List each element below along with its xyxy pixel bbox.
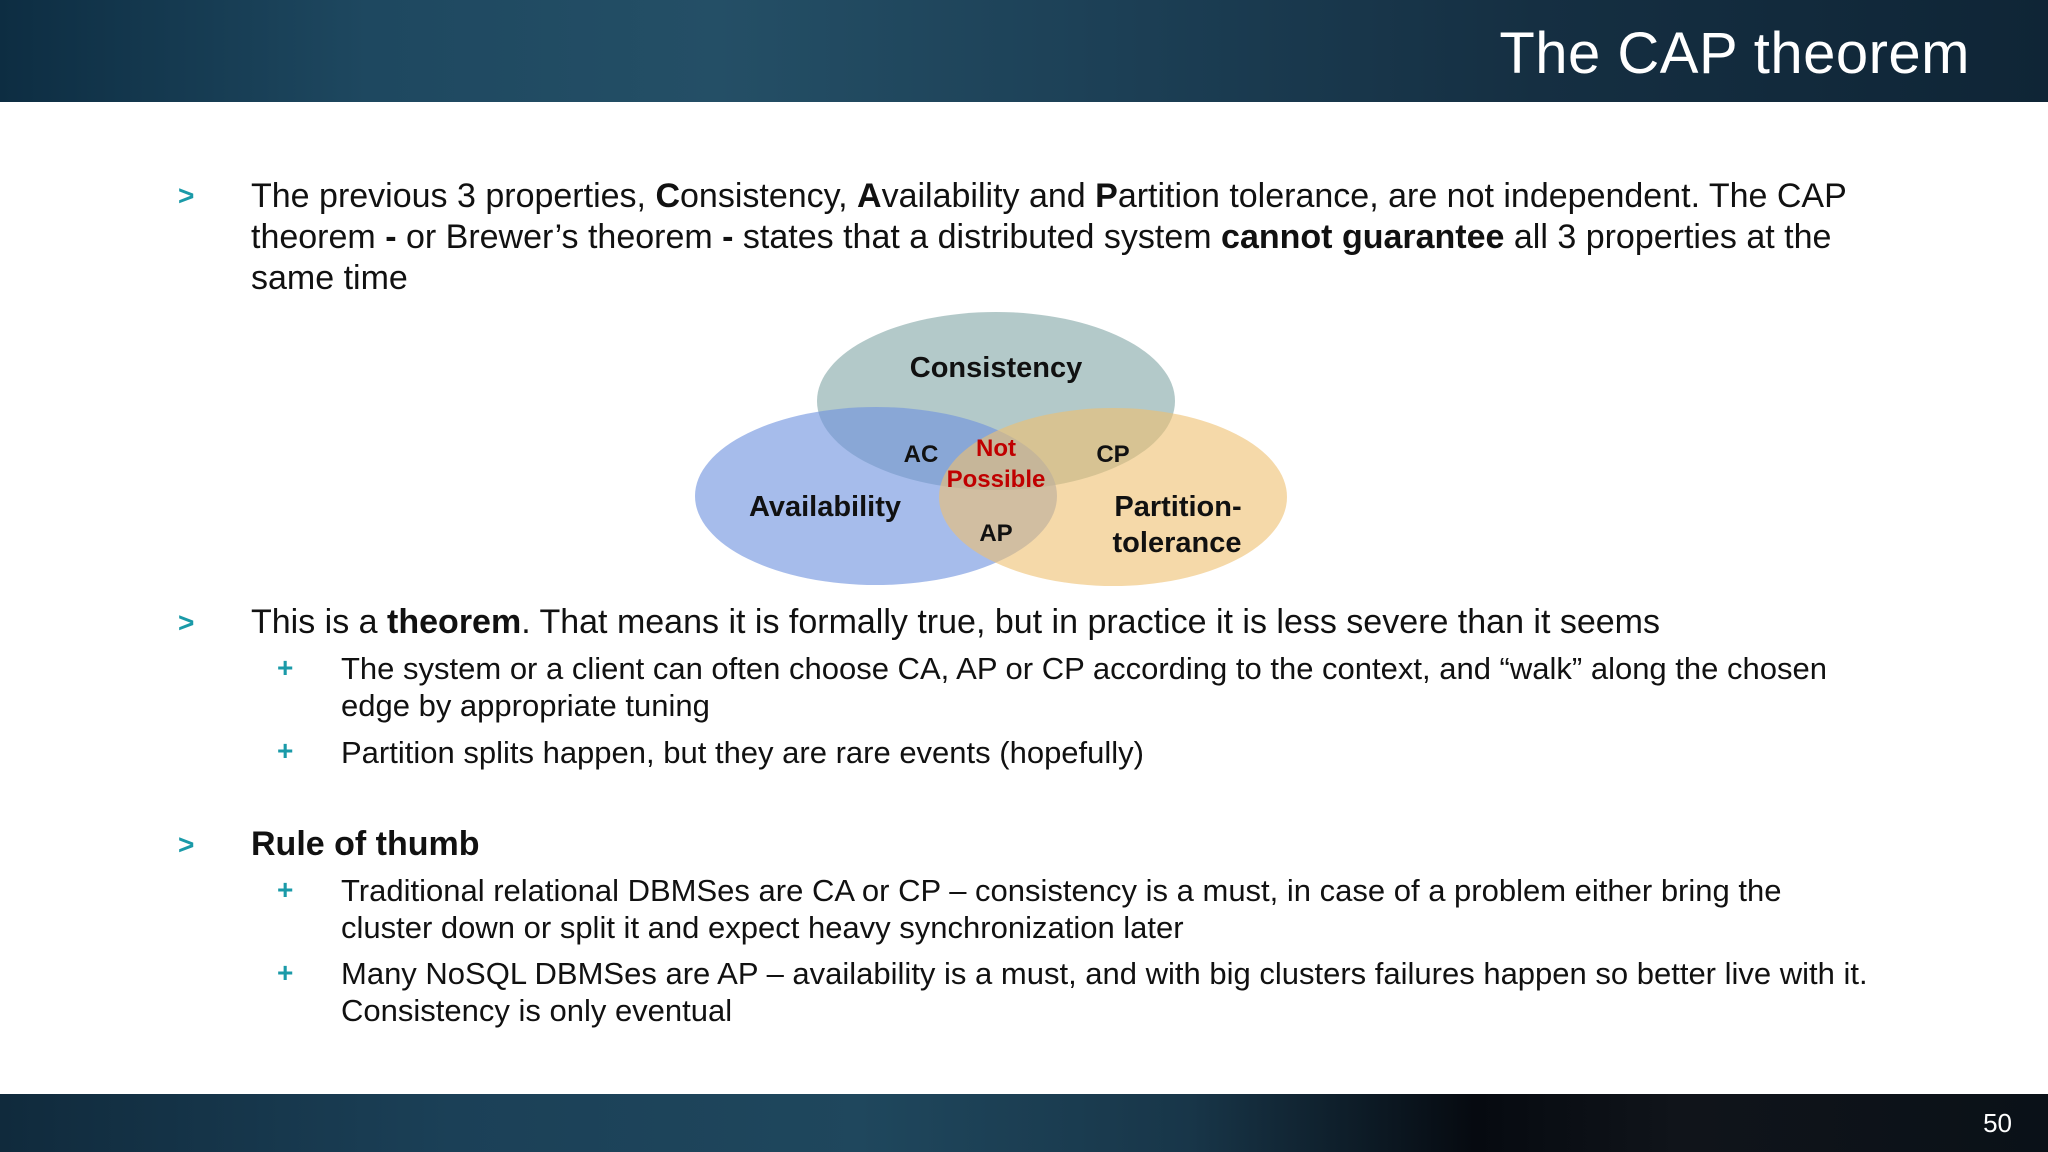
partition-label-line2: tolerance: [1112, 527, 1242, 559]
sub-bullet-nosql-dbms: Many NoSQL DBMSes are AP – availability is a must, and with big clusters failures happen so better live with it. Consistency is only eventual: [341, 956, 1868, 1028]
partition-label-line1: Partition-: [1114, 491, 1242, 523]
text-span: vailability and: [881, 177, 1096, 215]
sub-bullet-choose-tradeoff: The system or a client can often choose CA, AP or CP according to the context, and “walk” along the chosen edge by appropriate tuning: [341, 651, 1827, 723]
text-span: This is a: [251, 603, 388, 641]
bullet-marker: >: [178, 607, 195, 638]
text-span: all 3 properties at the same time: [251, 218, 1832, 297]
rule-of-thumb-heading: Rule of thumb: [251, 825, 480, 863]
sub-bullet-marker: +: [277, 957, 294, 988]
bold-letter-a: A: [857, 177, 882, 215]
sub-bullet-marker: +: [277, 652, 294, 683]
bullet-rule-of-thumb: [251, 824, 1871, 865]
ap-label: AP: [979, 520, 1013, 547]
bold-letter-p: P: [1095, 177, 1118, 215]
availability-label: Availability: [748, 491, 902, 523]
bullet-marker: >: [178, 180, 195, 211]
ac-label: AC: [903, 441, 939, 468]
bullet-cap-intro: [251, 176, 1871, 299]
slide-footer-bar: [0, 1094, 2048, 1152]
not-possible-line2: Possible: [946, 466, 1046, 493]
text-span: or Brewer’s theorem: [396, 218, 723, 256]
sub-bullet-relational-dbms: Traditional relational DBMSes are CA or CP – consistency is a must, in case of a problem either bring the cluster down or split it and expect heavy synchronization later: [341, 873, 1782, 945]
text-span: states that a distributed system: [733, 218, 1222, 256]
bold-dash: -: [385, 218, 397, 256]
bold-letter-c: C: [655, 177, 680, 215]
cp-label: CP: [1096, 441, 1130, 468]
bold-dash: -: [722, 218, 734, 256]
sub-bullet-marker: +: [277, 735, 294, 766]
bullet-marker: >: [178, 829, 195, 860]
text-span: . That means it is formally true, but in practice it is less severe than it seems: [521, 603, 1661, 641]
text-span: artition tolerance, are not independent. The CAP theorem: [251, 177, 1847, 256]
consistency-label: Consistency: [909, 352, 1083, 384]
cap-venn-diagram: [690, 308, 1300, 590]
text-span: The previous 3 properties,: [251, 177, 656, 215]
emphasis-theorem: theorem: [387, 603, 522, 641]
emphasis-cannot-guarantee: cannot guarantee: [1221, 218, 1505, 256]
sub-bullet-marker: +: [277, 874, 294, 905]
text-span: onsistency,: [680, 177, 858, 215]
slide-title: The CAP theorem: [1499, 21, 1970, 86]
bullet-theorem: [251, 602, 1871, 643]
page-number: 50: [1983, 1108, 2012, 1138]
sub-bullet-partition-rare: Partition splits happen, but they are rare events (hopefully): [341, 735, 1145, 770]
not-possible-line1: Not: [976, 435, 1016, 462]
slide-header-bar: [0, 0, 2048, 102]
